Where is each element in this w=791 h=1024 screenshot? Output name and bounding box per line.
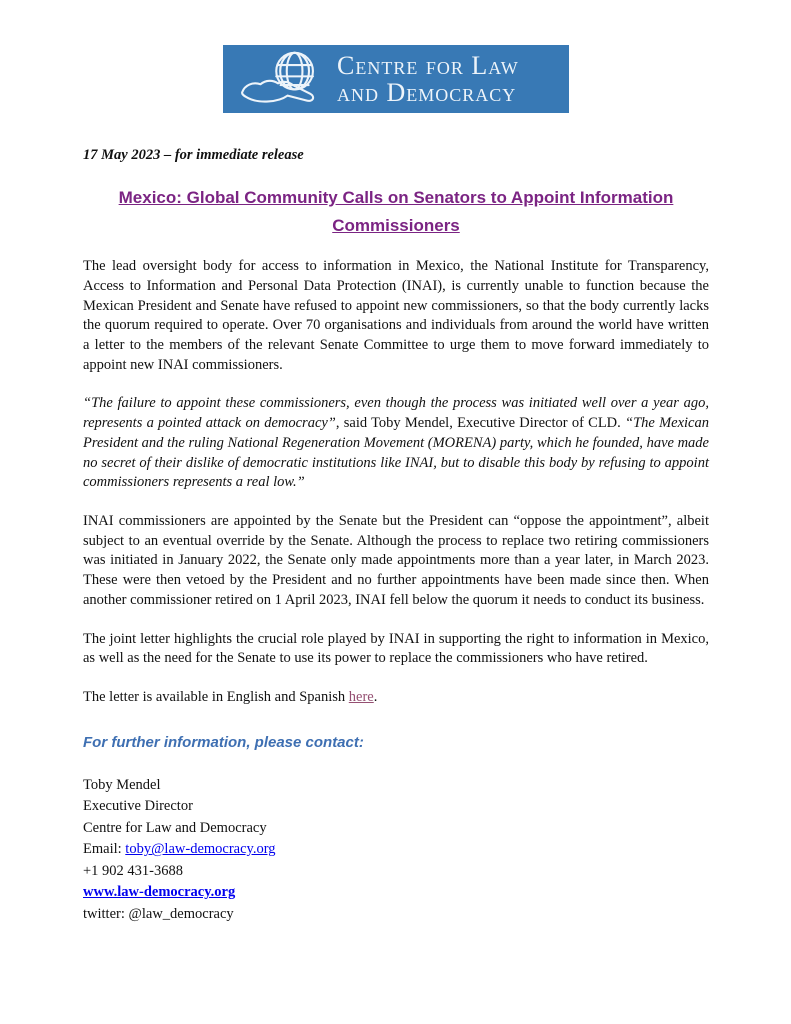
paragraph-availability (83, 688, 709, 708)
contact-org: Centre for Law and Democracy (83, 819, 267, 836)
paragraph-appointment-process: INAI commissioners are appointed by the Senate but the President can “oppose the appointment”, albeit subject to an eventual override by the Senate. Although the process to replace two retiring commissioners was initiated in January 2022, the Senate only made appointments more than a year later, in March 2023. These were then vetoed by the President and no further appointments have been made since then. When another commissioner retired on 1 April 2023, INAI fell below the quorum it needs to conduct its business. (83, 512, 709, 608)
availability-suffix: . (373, 689, 378, 705)
quote-part2: “The Mexican President and the ruling National Regeneration Movement (MORENA) party, which he founded, have made no secret of their dislike of democratic institutions like INAI, but to disable this body by refusing to appoint commissioners represents a real low.” (83, 415, 709, 491)
quote-attribution: , said Toby Mendel, Executive Director of CLD. (335, 415, 626, 432)
paragraph-quote (83, 394, 709, 493)
globe-in-hand-icon (237, 50, 333, 108)
page-title: Mexico: Global Community Calls on Senators to Appoint Information Commissioners (118, 188, 674, 235)
letter-here-link[interactable]: here (348, 689, 374, 705)
contact-role: Executive Director (83, 798, 193, 815)
cld-logo (223, 45, 569, 113)
quote-part1: “The failure to appoint these commissioners, even though the process was initiated well over a year ago, represents a pointed attack on democracy” (83, 395, 709, 432)
logo-line2: and Democracy (337, 78, 517, 107)
contact-twitter: twitter: @law_democracy (83, 905, 234, 922)
contact-email-line (83, 839, 709, 861)
logo-wordmark (337, 52, 519, 106)
contact-phone: +1 902 431-3688 (83, 862, 184, 879)
contact-website-line (83, 882, 709, 904)
contact-heading: For further information, please contact: (83, 733, 364, 751)
paragraph-intro: The lead oversight body for access to information in Mexico, the National Institute for Transparency, Access to Information and Personal Data Protection (INAI), is currently unable to function because the Mexican President and Senate have refused to appoint new commissioners, so that the body currently lacks the quorum required to operate. Over 70 organisations and individuals from around the world have written a letter to the members of the relevant Senate Committee to urge them to move forward immediately to appoint new INAI commissioners. (83, 258, 709, 373)
email-label: Email: (83, 841, 126, 858)
email-link[interactable]: toby@law-democracy.org (125, 841, 276, 858)
logo-line1: Centre for Law (337, 50, 519, 80)
date-line: 17 May 2023 – for immediate release (83, 147, 304, 163)
contact-block (83, 775, 709, 926)
website-link[interactable]: www.law-democracy.org (83, 884, 236, 901)
availability-prefix: The letter is available in English and Spanish (83, 689, 349, 705)
paragraph-joint-letter: The joint letter highlights the crucial role played by INAI in supporting the right to information in Mexico, as well as the need for the Senate to use its power to replace the commissioners who have retired. (83, 630, 709, 667)
contact-name: Toby Mendel (83, 776, 161, 793)
